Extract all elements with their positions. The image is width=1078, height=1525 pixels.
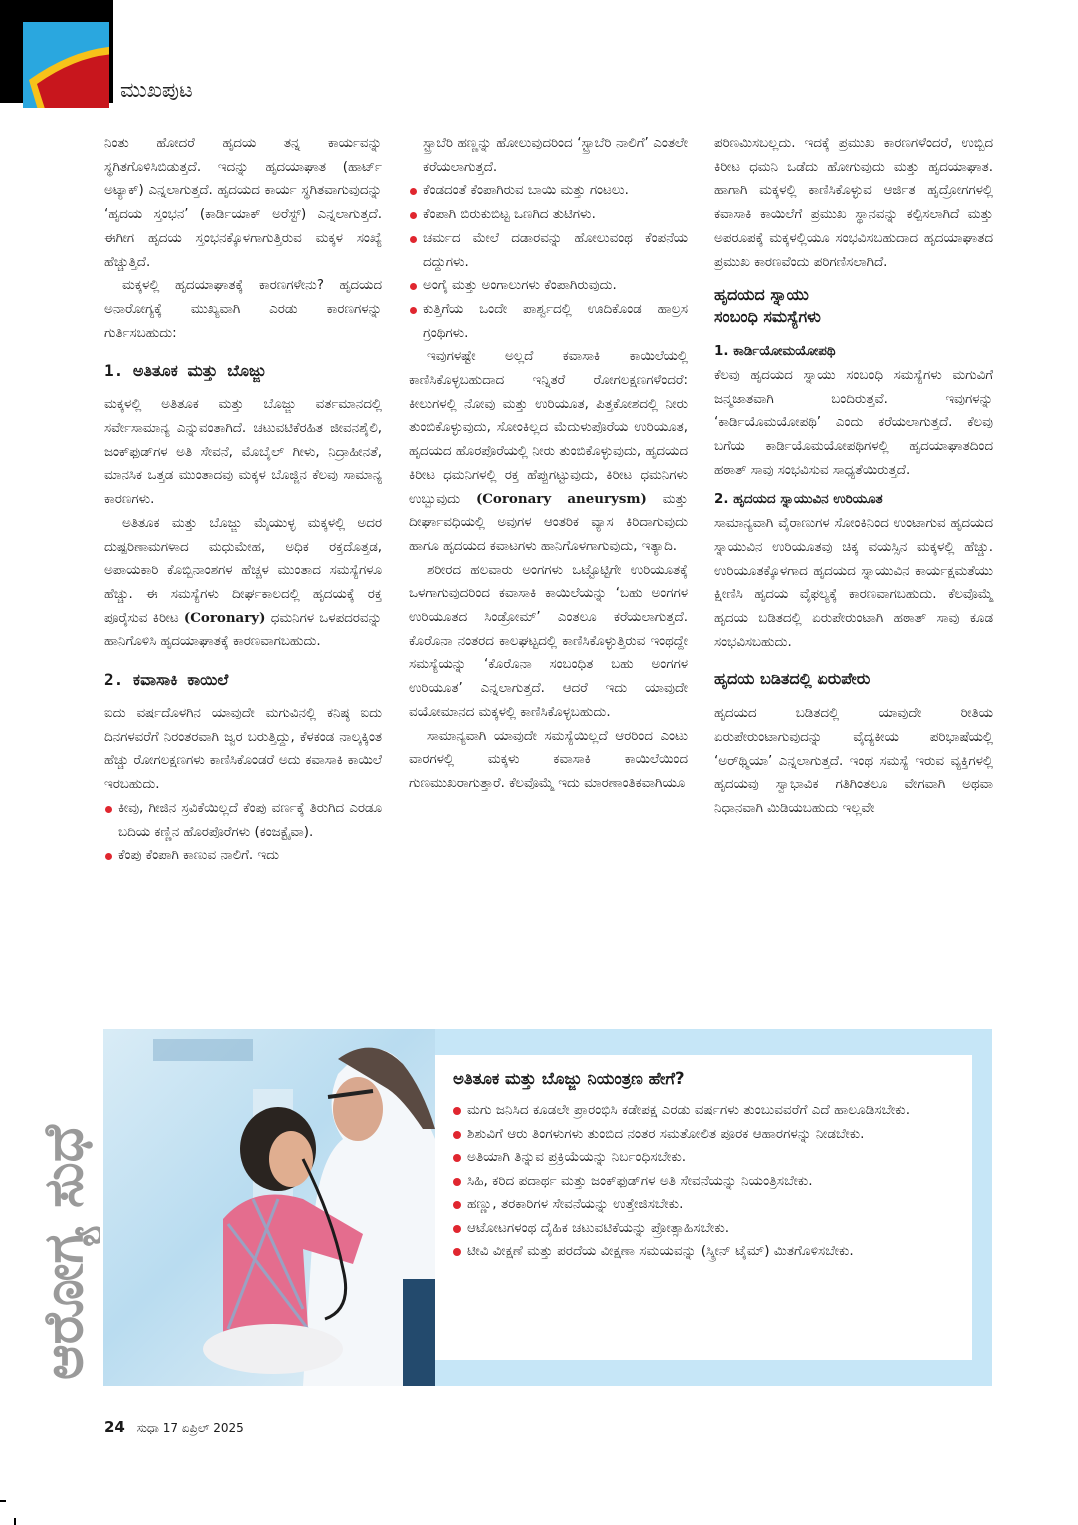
paragraph: ಮಕ್ಕಳಲ್ಲಿ ಹೃದಯಾಘಾತಕ್ಕೆ ಕಾರಣಗಳೇನು? ಹೃದಯದ ಅನಾರೋಗ್ಯಕ್ಕೆ ಮುಖ್ಯವಾಗಿ ಎರಡು ಕಾರಣಗಳನ್ನು ಗುರ್ತಿಸಬಹುದು: — [104, 278, 382, 341]
paragraph: ಸ್ಟ್ರಾಬೆರಿ ಹಣ್ಣನ್ನು ಹೋಲುವುದರಿಂದ ‘ಸ್ಟ್ರಾಬೆರಿ ನಾಲಿಗೆ’ ಎಂತಲೇ ಕರೆಯಲಾಗುತ್ತದೆ. — [423, 136, 688, 175]
paragraph: ಸಾಮಾನ್ಯವಾಗಿ ಯಾವುದೇ ಸಮಸ್ಯೆಯಿಲ್ಲದೆ ಆರರಿಂದ ಎಂಟು ವಾರಗಳಲ್ಲಿ ಮಕ್ಕಳು ಕವಾಸಾಕಿ ಕಾಯಿಲೆಯಿಂದ ಗುಣಮುಖರಾಗುತ್ತಾರೆ. ಕೆಲವೊಮ್ಮೆ ಇದು ಮಾರಣಾಂತಿಕವಾಗಿಯೂ — [409, 728, 688, 791]
paragraph: ಕೆಲವು ಹೃದಯದ ಸ್ನಾಯು ಸಂಬಂಧಿ ಸಮಸ್ಯೆಗಳು ಮಗುವಿಗೆ ಜನ್ಮಜಾತವಾಗಿ ಬಂದಿರುತ್ತವೆ. ಇವುಗಳನ್ನು ‘ಕಾರ್ಡಿಯೊಮಯೋಪಥಿ’ ಎಂದು ಕರೆಯಲಾಗುತ್ತದೆ. ಕೆಲವು ಬಗೆಯ ಕಾರ್ಡಿಯೊಮಯೋಪಥಿಗಳಲ್ಲಿ ಹೃದಯಾಘಾತದಿಂದ ಹಠಾತ್ ಸಾವು ಸಂಭವಿಸುವ ಸಾಧ್ಯತೆಯಿರುತ್ತದೆ. — [714, 367, 993, 478]
bullet-item: ಚರ್ಮದ ಮೇಲೆ ದಡಾರವನ್ನು ಹೋಲುವಂಥ ಕೆಂಪನೆಯ ದದ್ದುಗಳು. — [409, 227, 688, 274]
paragraph: ಇವುಗಳಷ್ಟೇ ಅಲ್ಲದೆ ಕವಾಸಾಕಿ ಕಾಯಿಲೆಯಲ್ಲಿ ಕಾಣಿಸಿಕೊಳ್ಳಬಹುದಾದ ಇನ್ನಿತರೆ ರೋಗಲಕ್ಷಣಗಳೆಂದರೆ: ಕೀಲುಗಳಲ್ಲಿ ನೋವು ಮತ್ತು ಉರಿಯೂತ, ಪಿತ್ತಕೋಶದಲ್ಲಿ ನೀರು ತುಂಬಿಕೊಳ್ಳುವುದು, ಸೋಂಕಿಲ್ಲದ ಮೆದುಳುಪೊರೆಯ ಉರಿಯೂತ, ಹೃದಯದ ಹೊರಪೊರೆಯಲ್ಲಿ ನೀರು ತುಂಬಿಕೊಳ್ಳುವುದು, ಹೃದಯದ ಕಿರೀಟ ಧಮನಿಗಳಲ್ಲಿ ರಕ್ತ ಹೆಪ್ಪುಗಟ್ಟುವುದು, ಕಿರೀಟ ಧಮನಿಗಳು ಉಬ್ಬುವುದು (Coronary aneurysm) ಮತ್ತು ದೀರ್ಘಾವಧಿಯಲ್ಲಿ ಅವುಗಳ ಆಂತರಿಕ ವ್ಯಾಸ ಕಿರಿದಾಗುವುದು ಹಾಗೂ ಹೃದಯದ ಕವಾಟಗಳು ಹಾನಿಗೊಳಗಾಗುವುದು, ಇತ್ಯಾದಿ. — [409, 349, 688, 554]
paragraph: ಅತಿತೂಕ ಮತ್ತು ಬೊಜ್ಜು ಮೈಯುಳ್ಳ ಮಕ್ಕಳಲ್ಲಿ ಅದರ ದುಷ್ಪರಿಣಾಮಗಳಾದ ಮಧುಮೇಹ, ಅಧಿಕ ರಕ್ತದೊತ್ತಡ, ಅಪಾಯಕಾರಿ ಕೊಬ್ಬಿನಾಂಶಗಳ ಹೆಚ್ಚಳ ಮುಂತಾದ ಸಮಸ್ಯೆಗಳೂ ಹೆಚ್ಚು. ಈ ಸಮಸ್ಯೆಗಳು ದೀರ್ಘಕಾಲದಲ್ಲಿ ಹೃದಯಕ್ಕೆ ರಕ್ತ ಪೂರೈಸುವ ಕಿರೀಟ (Coronary) ಧಮನಿಗಳ ಒಳಪದರವನ್ನು ಹಾನಿಗೊಳಿಸಿ ಹೃದಯಾಘಾತಕ್ಕೆ ಕಾರಣವಾಗಬಹುದು. — [104, 515, 383, 650]
issue-date: ಸುಧಾ 17 ಏಪ್ರಿಲ್ 2025 — [136, 1421, 244, 1435]
paragraph: ಶರೀರದ ಹಲವಾರು ಅಂಗಗಳು ಒಟ್ಟೊಟ್ಟಿಗೇ ಉರಿಯೂತಕ್ಕೆ ಒಳಗಾಗುವುದರಿಂದ ಕವಾಸಾಕಿ ಕಾಯಿಲೆಯನ್ನು ‘ಬಹು ಅಂಗಗಳ ಉರಿಯೂತದ ಸಿಂಡ್ರೋಮ್’ ಎಂತಲೂ ಕರೆಯಲಾಗುತ್ತದೆ. ಕೊರೊನಾ ನಂತರದ ಕಾಲಘಟ್ಟದಲ್ಲಿ ಕಾಣಿಸಿಕೊಳ್ಳುತ್ತಿರುವ ಇಂಥದ್ದೇ ಸಮಸ್ಯೆಯನ್ನು ‘ಕೊರೊನಾ ಸಂಬಂಧಿತ ಬಹು ಅಂಗಗಳ ಉರಿಯೂತ’ ಎನ್ನಲಾಗುತ್ತದೆ. ಆದರೆ ಇದು ಯಾವುದೇ ವಯೋಮಾನದ ಮಕ್ಕಳಲ್ಲಿ ಕಾಣಿಸಿಕೊಳ್ಳಬಹುದು. — [409, 562, 688, 720]
list-item: ಆಟೋಟಗಳಂಥ ದೈಹಿಕ ಚಟುವಟಿಕೆಯನ್ನು ಪ್ರೋತ್ಸಾಹಿಸಬೇಕು. — [453, 1217, 956, 1241]
subheading-obesity: 1. ಅತಿತೂಕ ಮತ್ತು ಬೊಜ್ಜು — [104, 361, 266, 381]
list-item: ಮಗು ಜನಿಸಿದ ಕೂಡಲೇ ಪ್ರಾರಂಭಿಸಿ ಕಡೇಪಕ್ಷ ಎರಡು ವರ್ಷಗಳು ತುಂಬುವವರೆಗೆ ಎದೆ ಹಾಲೂಡಿಸಬೇಕು. — [453, 1099, 956, 1123]
photo-illustration — [103, 1029, 435, 1386]
paragraph: ಪರಿಣಮಿಸಬಲ್ಲದು. ಇದಕ್ಕೆ ಪ್ರಮುಖ ಕಾರಣಗಳೆಂದರೆ, ಉಬ್ಬಿದ ಕಿರೀಟ ಧಮನಿ ಒಡೆದು ಹೋಗುವುದು ಮತ್ತು ಹೃದಯಾಘಾತ. ಹಾಗಾಗಿ ಮಕ್ಕಳಲ್ಲಿ ಕಾಣಿಸಿಕೊಳ್ಳುವ ಆರ್ಜಿತ ಹೃದ್ರೋಗಗಳಲ್ಲಿ ಕವಾಸಾಕಿ ಕಾಯಿಲೆಗೆ ಪ್ರಮುಖ ಸ್ಥಾನವನ್ನು ಕಲ್ಪಿಸಲಾಗಿದೆ ಮತ್ತು ಅಪರೂಪಕ್ಕೆ ಮಕ್ಕಳಲ್ಲಿಯೂ ಸಂಭವಿಸಬಹುದಾದ ಹೃದಯಾಘಾತದ ಪ್ರಮುಖ ಕಾರಣವೆಂದು ಪರಿಗಣಿಸಲಾಗಿದೆ. — [714, 136, 993, 270]
paragraph: ಐದು ವರ್ಷದೊಳಗಿನ ಯಾವುದೇ ಮಗುವಿನಲ್ಲಿ ಕನಿಷ್ಠ ಐದು ದಿನಗಳವರೆಗೆ ನಿರಂತರವಾಗಿ ಜ್ವರ ಬರುತ್ತಿದ್ದು, ಕೆಳಕಂಡ ನಾಲ್ಕಕ್ಕಿಂತ ಹೆಚ್ಚು ರೋಗಲಕ್ಷಣಗಳು ಕಾಣಿಸಿಕೊಂಡರೆ ಅದು ಕವಾಸಾಕಿ ಕಾಯಿಲೆ ಇರಬಹುದು. — [104, 706, 382, 793]
paragraph: ಹೃದಯದ ಬಡಿತದಲ್ಲಿ ಯಾವುದೇ ರೀತಿಯ ಏರುಪೇರುಂಟಾಗುವುದನ್ನು ವೈದ್ಯಕೀಯ ಪರಿಭಾಷೆಯಲ್ಲಿ ‘ಅರ್‌ಥ್ಮಿಯಾ’ ಎನ್ನಲಾಗುತ್ತದೆ. ಇಂಥ ಸಮಸ್ಯೆ ಇರುವ ವ್ಯಕ್ತಿಗಳಲ್ಲಿ ಹೃದಯವು ಸ್ವಾಭಾವಿಕ ಗತಿಗಿಂತಲೂ ವೇಗವಾಗಿ ಅಥವಾ ನಿಧಾನವಾಗಿ ಮಿಡಿಯಬಹುದು ಇಲ್ಲವೇ — [714, 706, 993, 817]
list-item: ಹಣ್ಣು, ತರಕಾರಿಗಳ ಸೇವನೆಯನ್ನು ಉತ್ತೇಜಿಸಬೇಕು. — [453, 1193, 956, 1217]
subheading-myocarditis: 2. ಹೃದಯದ ಸ್ನಾಯುವಿನ ಉರಿಯೂತ — [714, 492, 883, 508]
column-1 — [104, 132, 382, 868]
infobox-list — [435, 1099, 972, 1264]
book-icon — [23, 40, 109, 108]
doctor-child-photo — [103, 1029, 435, 1386]
infobox-title: ಅತಿತೂಕ ಮತ್ತು ಬೊಜ್ಜು ನಿಯಂತ್ರಣ ಹೇಗೆ? — [453, 1069, 685, 1088]
page-number: 24 — [104, 1418, 125, 1436]
bullet-item: ಅಂಗೈ ಮತ್ತು ಅಂಗಾಲುಗಳು ಕೆಂಪಾಗಿರುವುದು. — [409, 274, 688, 298]
vertical-section-logo — [20, 1070, 100, 1390]
subheading-muscle — [714, 284, 993, 328]
bullet-item: ಕೆಂಪು ಕೆಂಪಾಗಿ ಕಾಣುವ ನಾಲಿಗೆ. ಇದು — [104, 844, 382, 868]
page-footer — [104, 1418, 244, 1436]
vertical-logo-text: ಆರೋಗ್ಯ ಸುಧೆ — [32, 1125, 95, 1380]
column-3 — [714, 132, 993, 821]
obesity-control-box — [435, 1055, 972, 1360]
bullet-item: ಕೀವು, ಗೀಜಿನ ಸ್ರವಿಕೆಯಿಲ್ಲದೆ ಕೆಂಪು ವರ್ಣಕ್ಕೆ ತಿರುಗಿದ ಎರಡೂ ಬದಿಯ ಕಣ್ಣಿನ ಹೊರಪೊರೆಗಳು (ಕಂಜಕ್ಟೈವಾ). — [104, 797, 382, 844]
subheading-arrhythmia: ಹೃದಯ ಬಡಿತದಲ್ಲಿ ಏರುಪೇರು — [714, 669, 871, 689]
crop-mark — [0, 1500, 6, 1502]
bullet-item: ಕುತ್ತಿಗೆಯ ಒಂದೇ ಪಾರ್ಶ್ವದಲ್ಲಿ ಊದಿಕೊಂಡ ಹಾಲ್ರಸ ಗ್ರಂಥಿಗಳು. — [409, 298, 688, 345]
list-item: ಟೀವಿ ವೀಕ್ಷಣೆ ಮತ್ತು ಪರದೆಯ ವೀಕ್ಷಣಾ ಸಮಯವನ್ನು (ಸ್ಕ್ರೀನ್ ಟೈಮ್) ಮಿತಗೊಳಿಸಬೇಕು. — [453, 1240, 956, 1264]
list-item: ಸಿಹಿ, ಕರಿದ ಪದಾರ್ಥ ಮತ್ತು ಜಂಕ್‌ಫುಡ್‌ಗಳ ಅತಿ ಸೇವನೆಯನ್ನು ನಿಯಂತ್ರಿಸಬೇಕು. — [453, 1170, 956, 1194]
subheading-line: ಸಂಬಂಧಿ ಸಮಸ್ಯೆಗಳು — [714, 307, 821, 327]
sudha-logo — [23, 22, 109, 108]
bullet-item: ಕೆಂಪಾಗಿ ಬಿರುಕುಬಿಟ್ಟ ಒಣಗಿದ ತುಟಿಗಳು. — [409, 203, 688, 227]
paragraph: ಸಾಮಾನ್ಯವಾಗಿ ವೈರಾಣುಗಳ ಸೋಂಕಿನಿಂದ ಉಂಟಾಗುವ ಹೃದಯದ ಸ್ನಾಯುವಿನ ಉರಿಯೂತವು ಚಿಕ್ಕ ವಯಸ್ಸಿನ ಮಕ್ಕಳಲ್ಲಿ ಹೆಚ್ಚು. ಉರಿಯೂತಕ್ಕೊಳಗಾದ ಹೃದಯದ ಸ್ನಾಯುವಿನ ಕಾರ್ಯಕ್ಷಮತೆಯು ಕ್ಷೀಣಿಸಿ ಹೃದಯ ವೈಫಲ್ಯಕ್ಕೆ ಕಾರಣವಾಗಬಹುದು. ಕೆಲವೊಮ್ಮೆ ಹೃದಯ ಬಡಿತದಲ್ಲಿ ಏರುಪೇರುಂಟಾಗಿ ಹಠಾತ್ ಸಾವು ಕೂಡ ಸಂಭವಿಸಬಹುದು. — [714, 516, 993, 650]
crop-mark — [14, 1518, 16, 1525]
column-2 — [409, 132, 688, 796]
paragraph: ಮಕ್ಕಳಲ್ಲಿ ಅತಿತೂಕ ಮತ್ತು ಬೊಜ್ಜು ವರ್ತಮಾನದಲ್ಲಿ ಸರ್ವೇಸಾಮಾನ್ಯ ಎನ್ನುವಂತಾಗಿದೆ. ಚಟುವಟಿಕೆರಹಿತ ಜೀವನಶೈಲಿ, ಜಂಕ್‌ಫುಡ್‌ಗಳ ಅತಿ ಸೇವನೆ, ಮೊಬೈಲ್ ಗೀಳು, ನಿದ್ರಾಹೀನತೆ, ಮಾನಸಿಕ ಒತ್ತಡ ಮುಂತಾದವು ಮಕ್ಕಳ ಬೊಜ್ಜಿನ ಕೆಲವು ಸಾಮಾನ್ಯ ಕಾರಣಗಳು. — [104, 397, 382, 508]
section-label: ಮುಖಪುಟ — [120, 78, 193, 102]
list-item: ಶಿಶುವಿಗೆ ಆರು ತಿಂಗಳುಗಳು ತುಂಬಿದ ನಂತರ ಸಮತೋಲಿತ ಪೂರಕ ಆಹಾರಗಳನ್ನು ನೀಡಬೇಕು. — [453, 1123, 956, 1147]
bullet-item: ಕೆಂಡದಂತೆ ಕೆಂಪಾಗಿರುವ ಬಾಯಿ ಮತ್ತು ಗಂಟಲು. — [409, 179, 688, 203]
paragraph: ನಿಂತು ಹೋದರೆ ಹೃದಯ ತನ್ನ ಕಾರ್ಯವನ್ನು ಸ್ಥಗಿತಗೊಳಿಸಿಬಿಡುತ್ತದೆ. ಇದನ್ನು ಹೃದಯಾಘಾತ (ಹಾರ್ಟ್ ಅಟ್ಯಾಕ್) ಎನ್ನಲಾಗುತ್ತದೆ. ಹೃದಯದ ಕಾರ್ಯ ಸ್ಥಗಿತವಾಗುವುದನ್ನು ‘ಹೃದಯ ಸ್ತಂಭನ’ (ಕಾರ್ಡಿಯಾಕ್ ಅರೆಸ್ಟ್) ಎನ್ನಲಾಗುತ್ತದೆ. ಈಗೀಗ ಹೃದಯ ಸ್ತಂಭನಕ್ಕೊಳಗಾಗುತ್ತಿರುವ ಮಕ್ಕಳ ಸಂಖ್ಯೆ ಹೆಚ್ಚುತ್ತಿದೆ. — [104, 136, 382, 270]
subheading-kawasaki: 2. ಕವಾಸಾಕಿ ಕಾಯಿಲೆ — [104, 670, 229, 690]
list-item: ಅತಿಯಾಗಿ ತಿನ್ನುವ ಪ್ರಕ್ರಿಯೆಯನ್ನು ನಿರ್ಬಂಧಿಸಬೇಕು. — [453, 1146, 956, 1170]
subheading-line: ಹೃದಯದ ಸ್ನಾಯು — [714, 285, 809, 305]
subheading-cardiomyopathy: 1. ಕಾರ್ಡಿಯೋಮಯೋಪಥಿ — [714, 344, 836, 360]
